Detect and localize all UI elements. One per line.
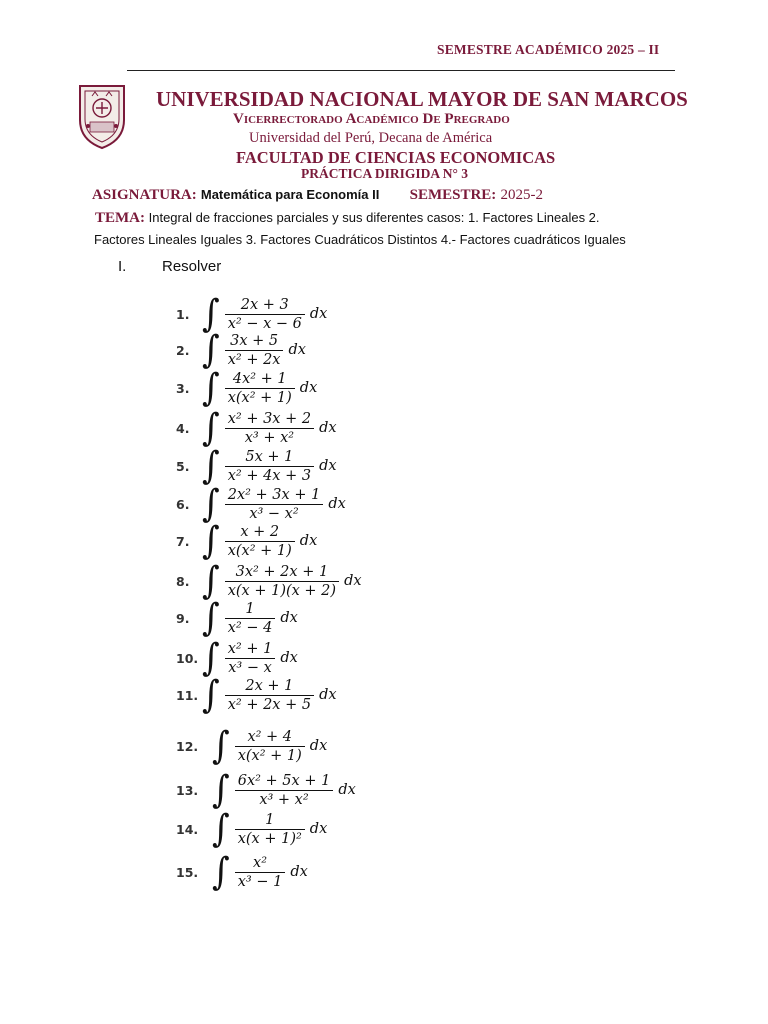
integral-sign: ∫: [202, 406, 220, 450]
fraction-bar: [225, 428, 314, 429]
topic-text-line1: Integral de fracciones parciales y sus diferentes casos: 1. Factores Lineales 2.: [148, 210, 600, 225]
fraction-bar: [225, 695, 314, 696]
fraction: [225, 487, 324, 522]
differential: dx: [280, 610, 298, 626]
exercise-item: [176, 294, 327, 334]
fraction-numerator: x² + 4: [247, 728, 293, 745]
exercise-number: 11.: [176, 687, 199, 703]
exercise-number: 2.: [176, 342, 190, 358]
exercise-number: 9.: [176, 610, 190, 626]
integral-sign: ∫: [202, 673, 220, 717]
fraction-denominator: x² + 2x + 5: [227, 696, 312, 713]
fraction-bar: [235, 790, 334, 791]
differential: dx: [290, 864, 308, 880]
header-divider: [127, 70, 675, 71]
fraction-denominator: x(x² + 1): [227, 389, 292, 406]
university-tagline: Universidad del Perú, Decana de América: [249, 130, 493, 146]
subject-label: ASIGNATURA:: [92, 187, 197, 203]
fraction: [225, 678, 314, 713]
topic-label: TEMA:: [95, 210, 145, 226]
differential: dx: [299, 380, 318, 396]
differential: dx: [309, 821, 328, 837]
fraction-denominator: x³ − 1: [237, 873, 283, 890]
fraction: [225, 333, 284, 368]
fraction-numerator: 4x² + 1: [232, 370, 287, 387]
fraction: [225, 564, 339, 599]
exercise-number: 13.: [176, 782, 199, 798]
fraction-denominator: x³ − x: [228, 659, 272, 676]
differential: dx: [299, 533, 318, 549]
exercise-number: 15.: [176, 864, 199, 880]
differential: dx: [319, 687, 337, 703]
fraction: [225, 297, 305, 332]
fraction-numerator: x² + 1: [227, 640, 273, 657]
fraction-numerator: 2x + 1: [245, 677, 294, 694]
differential: dx: [338, 782, 356, 798]
fraction-denominator: x(x² + 1): [227, 542, 292, 559]
topic-block: [95, 207, 675, 250]
exercise-number: 12.: [176, 738, 199, 754]
fraction-bar: [225, 466, 314, 467]
fraction-bar: [225, 388, 295, 389]
exercise-item: [176, 598, 298, 638]
exercise-item: [176, 770, 356, 810]
fraction-denominator: x(x + 1)(x + 2): [227, 582, 337, 599]
fraction: [225, 641, 276, 676]
differential: dx: [280, 650, 298, 666]
fraction-numerator: x²: [253, 854, 268, 871]
exercise-number: 1.: [176, 306, 190, 322]
differential: dx: [309, 306, 328, 322]
fraction-bar: [225, 350, 284, 351]
fraction-bar: [235, 872, 286, 873]
integral-sign: ∫: [202, 328, 220, 372]
fraction-denominator: x(x + 1)²: [237, 830, 302, 847]
fraction-denominator: x³ + x²: [244, 429, 295, 446]
integral-sign: ∫: [202, 366, 220, 410]
exercise-item: [176, 809, 327, 849]
semester-header: SEMESTRE ACADÉMICO 2025 – II: [437, 42, 660, 57]
exercise-item: [176, 408, 337, 448]
fraction-denominator: x(x² + 1): [237, 747, 302, 764]
integral-sign: ∫: [202, 636, 220, 680]
section-number: I.: [118, 258, 127, 275]
exercise-item: [176, 446, 337, 486]
fraction-numerator: 1: [265, 811, 275, 828]
fraction: [225, 601, 276, 636]
exercise-item: [176, 368, 317, 408]
fraction-numerator: 6x² + 5x + 1: [237, 772, 331, 789]
exercise-item: [176, 638, 298, 678]
exercise-number: 8.: [176, 573, 190, 589]
integral-sign: ∫: [212, 768, 230, 812]
exercise-item: [176, 561, 362, 601]
exercise-item: [176, 726, 327, 766]
exercise-item: [176, 330, 306, 370]
fraction-denominator: x³ + x²: [259, 791, 309, 808]
fraction-numerator: x² + 3x + 2: [227, 410, 312, 427]
faculty-name: FACULTAD DE CIENCIAS ECONOMICAS: [236, 148, 556, 167]
university-name: UNIVERSIDAD NACIONAL MAYOR DE SAN MARCOS: [156, 87, 688, 111]
fraction-bar: [225, 314, 305, 315]
fraction-numerator: 5x + 1: [245, 448, 294, 465]
fraction-bar: [225, 618, 276, 619]
integral-sign: ∫: [202, 559, 220, 603]
differential: dx: [309, 738, 328, 754]
fraction-bar: [235, 829, 305, 830]
fraction-denominator: x² + 4x + 3: [227, 467, 312, 484]
section-heading: [118, 258, 221, 275]
exercise-number: 14.: [176, 821, 199, 837]
fraction-numerator: 2x² + 3x + 1: [227, 486, 321, 503]
fraction: [235, 729, 305, 764]
exercise-item: [176, 852, 308, 892]
university-seal-icon: [76, 80, 128, 150]
fraction-numerator: x + 2: [240, 523, 280, 540]
subject-row: [92, 187, 692, 204]
fraction: [235, 855, 286, 890]
topic-text-line2: Factores Lineales Iguales 3. Factores Cuadráticos Distintos 4.- Factores cuadráticos Iguales: [94, 232, 626, 247]
differential: dx: [319, 420, 337, 436]
integral-sign: ∫: [202, 519, 220, 563]
exercise-item: [176, 675, 337, 715]
integral-sign: ∫: [212, 807, 230, 851]
fraction-bar: [225, 581, 339, 582]
fraction-numerator: 3x² + 2x + 1: [235, 563, 329, 580]
exercise-number: 5.: [176, 458, 190, 474]
exercise-number: 7.: [176, 533, 190, 549]
fraction: [235, 812, 305, 847]
differential: dx: [288, 342, 306, 358]
exercise-number: 4.: [176, 420, 190, 436]
fraction: [225, 524, 295, 559]
semester-label: SEMESTRE:: [409, 187, 497, 203]
integral-sign: ∫: [202, 444, 220, 488]
integral-sign: ∫: [212, 724, 230, 768]
semester-value: 2025-2: [500, 187, 543, 203]
fraction-bar: [235, 746, 305, 747]
fraction-numerator: 3x + 5: [230, 332, 279, 349]
differential: dx: [319, 458, 337, 474]
exercise-number: 6.: [176, 496, 190, 512]
exercise-number: 10.: [176, 650, 199, 666]
integral-sign: ∫: [202, 596, 220, 640]
section-title: Resolver: [162, 258, 222, 275]
differential: dx: [328, 496, 346, 512]
fraction: [225, 371, 295, 406]
fraction-denominator: x³ − x²: [249, 505, 299, 522]
fraction-denominator: x² − x − 6: [227, 315, 302, 332]
fraction: [225, 411, 314, 446]
vice-rectorate: Vicerrectorado Académico De Pregrado: [233, 111, 510, 127]
integral-sign: ∫: [202, 482, 220, 526]
exercise-number: 3.: [176, 380, 190, 396]
fraction-bar: [225, 541, 295, 542]
subject-value: Matemática para Economía II: [200, 187, 380, 202]
fraction-numerator: 1: [245, 600, 255, 617]
fraction-denominator: x² − 4: [227, 619, 273, 636]
fraction-bar: [225, 658, 276, 659]
fraction-numerator: 2x + 3: [240, 296, 289, 313]
practice-title: PRÁCTICA DIRIGIDA N° 3: [301, 166, 469, 181]
exercise-item: [176, 521, 317, 561]
fraction-denominator: x² + 2x: [227, 351, 281, 368]
differential: dx: [344, 573, 362, 589]
fraction: [235, 773, 334, 808]
integral-sign: ∫: [212, 850, 230, 894]
integral-sign: ∫: [202, 292, 220, 336]
fraction: [225, 449, 314, 484]
fraction-bar: [225, 504, 324, 505]
